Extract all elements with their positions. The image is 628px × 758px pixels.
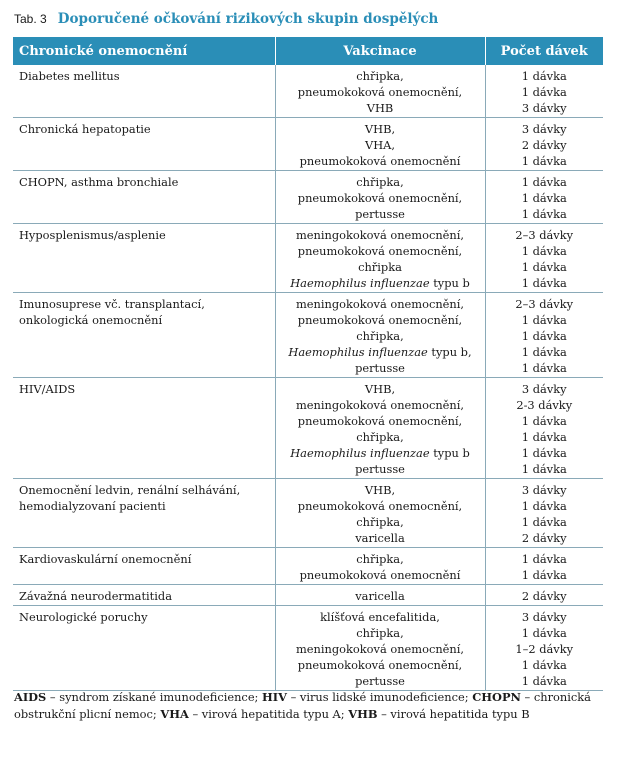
pathogen-name: Haemophilus influenzae bbox=[290, 446, 430, 460]
vaccine-line bbox=[282, 153, 479, 169]
vaccination-table bbox=[13, 37, 603, 691]
vaccine-text: typu b, bbox=[427, 345, 472, 359]
vaccine-line bbox=[282, 413, 479, 429]
vaccine-cell bbox=[275, 585, 485, 606]
vaccine-line bbox=[282, 344, 479, 360]
footnote-abbreviation: CHOPN bbox=[472, 690, 521, 704]
doses-cell bbox=[485, 65, 603, 118]
vaccine-line bbox=[282, 121, 479, 137]
dose-line: 3 dávky bbox=[521, 382, 567, 396]
table-row bbox=[13, 378, 603, 479]
vaccine-cell bbox=[275, 171, 485, 224]
vaccine-text: chřipka, bbox=[356, 430, 404, 444]
vaccine-text: pneumokoková onemocnění bbox=[299, 154, 461, 168]
vaccine-line bbox=[282, 588, 479, 604]
vaccine-line bbox=[282, 530, 479, 546]
dose-line: 1 dávka bbox=[521, 499, 567, 513]
vaccine-cell bbox=[275, 293, 485, 378]
table-number: Tab. 3 bbox=[14, 12, 47, 26]
vaccine-line bbox=[282, 397, 479, 413]
table-caption bbox=[14, 8, 438, 30]
vaccine-text: VHB bbox=[366, 101, 394, 115]
vaccine-line bbox=[282, 174, 479, 190]
vaccine-text: pneumokoková onemocnění, bbox=[297, 85, 463, 99]
vaccine-line bbox=[282, 227, 479, 243]
vaccine-text: VHB, bbox=[364, 483, 396, 497]
vaccine-text: pertusse bbox=[355, 361, 405, 375]
dose-line: 1 dávka bbox=[521, 568, 567, 582]
vaccine-line bbox=[282, 84, 479, 100]
vaccine-line bbox=[282, 296, 479, 312]
condition-line: Hyposplenismus/asplenie bbox=[19, 228, 166, 242]
vaccine-line bbox=[282, 445, 479, 461]
condition-line: Imunosuprese vč. transplantací, bbox=[19, 297, 205, 311]
vaccine-line bbox=[282, 381, 479, 397]
vaccine-text: chřipka, bbox=[356, 175, 404, 189]
condition-line: Neurologické poruchy bbox=[19, 610, 148, 624]
dose-line: 1 dávka bbox=[521, 361, 567, 375]
table-row bbox=[13, 293, 603, 378]
condition-cell bbox=[13, 293, 275, 378]
vaccine-line bbox=[282, 243, 479, 259]
column-header-doses: Počet dávek bbox=[485, 37, 603, 65]
dose-line: 1 dávka bbox=[521, 674, 567, 688]
vaccine-line bbox=[282, 551, 479, 567]
table-row bbox=[13, 65, 603, 118]
footnote-definition: – virová hepatitida typu A; bbox=[188, 707, 349, 721]
condition-cell bbox=[13, 171, 275, 224]
vaccine-line bbox=[282, 312, 479, 328]
vaccine-text: pneumokoková onemocnění, bbox=[297, 244, 463, 258]
dose-line: 3 dávky bbox=[521, 483, 567, 497]
vaccine-text: chřipka, bbox=[356, 69, 404, 83]
dose-line: 1 dávka bbox=[521, 313, 567, 327]
condition-cell bbox=[13, 479, 275, 548]
column-header-vaccine: Vakcinace bbox=[275, 37, 485, 65]
dose-line: 1 dávka bbox=[521, 345, 567, 359]
vaccine-text: pneumokoková onemocnění, bbox=[297, 313, 463, 327]
doses-cell bbox=[485, 378, 603, 479]
condition-line: Kardiovaskulární onemocnění bbox=[19, 552, 192, 566]
vaccine-cell bbox=[275, 65, 485, 118]
vaccine-line bbox=[282, 625, 479, 641]
vaccine-text: typu b bbox=[429, 446, 470, 460]
vaccine-text: pneumokoková onemocnění, bbox=[297, 191, 463, 205]
vaccine-line bbox=[282, 482, 479, 498]
vaccine-line bbox=[282, 137, 479, 153]
vaccine-line bbox=[282, 360, 479, 376]
vaccine-cell bbox=[275, 479, 485, 548]
vaccine-line bbox=[282, 461, 479, 477]
doses-cell bbox=[485, 585, 603, 606]
footnote-definition: – syndrom získané imunodeficience; bbox=[46, 690, 263, 704]
vaccine-text: meningokoková onemocnění, bbox=[295, 228, 465, 242]
condition-line: CHOPN, asthma bronchiale bbox=[19, 175, 179, 189]
vaccine-line bbox=[282, 259, 479, 275]
vaccine-text: chřipka, bbox=[356, 552, 404, 566]
doses-cell bbox=[485, 171, 603, 224]
vaccine-text: chřipka, bbox=[356, 515, 404, 529]
table-row bbox=[13, 118, 603, 171]
table-row bbox=[13, 548, 603, 585]
dose-line: 2–3 dávky bbox=[515, 297, 574, 311]
footnote-definition: – virová hepatitida typu B bbox=[377, 707, 530, 721]
table-row bbox=[13, 224, 603, 293]
table-header-row bbox=[13, 37, 603, 65]
dose-line: 2 dávky bbox=[521, 531, 567, 545]
doses-cell bbox=[485, 224, 603, 293]
table-row bbox=[13, 479, 603, 548]
condition-line: Diabetes mellitus bbox=[19, 69, 120, 83]
pathogen-name: Haemophilus influenzae bbox=[290, 276, 430, 290]
condition-line: onkologická onemocnění bbox=[19, 313, 163, 327]
dose-line: 1 dávka bbox=[521, 154, 567, 168]
vaccine-text: pertusse bbox=[355, 674, 405, 688]
vaccine-line bbox=[282, 567, 479, 583]
doses-cell bbox=[485, 606, 603, 691]
condition-cell bbox=[13, 378, 275, 479]
condition-cell bbox=[13, 65, 275, 118]
vaccine-text: pneumokoková onemocnění, bbox=[297, 658, 463, 672]
column-header-condition: Chronické onemocnění bbox=[13, 37, 275, 65]
table-row bbox=[13, 606, 603, 691]
dose-line: 1 dávka bbox=[521, 552, 567, 566]
condition-line: Onemocnění ledvin, renální selhávání, bbox=[19, 483, 241, 497]
table-row bbox=[13, 171, 603, 224]
vaccine-line bbox=[282, 206, 479, 222]
condition-line: Závažná neurodermatitida bbox=[19, 589, 172, 603]
dose-line: 1–2 dávky bbox=[515, 642, 574, 656]
condition-cell bbox=[13, 224, 275, 293]
dose-line: 1 dávka bbox=[521, 329, 567, 343]
doses-cell bbox=[485, 548, 603, 585]
dose-line: 1 dávka bbox=[521, 175, 567, 189]
vaccine-line bbox=[282, 498, 479, 514]
footnote-abbreviation: HIV bbox=[262, 690, 287, 704]
vaccine-line bbox=[282, 641, 479, 657]
dose-line: 2 dávky bbox=[521, 589, 567, 603]
vaccine-text: meningokoková onemocnění, bbox=[295, 297, 465, 311]
vaccine-line bbox=[282, 190, 479, 206]
dose-line: 1 dávka bbox=[521, 244, 567, 258]
dose-line: 1 dávka bbox=[521, 430, 567, 444]
dose-line: 1 dávka bbox=[521, 626, 567, 640]
dose-line: 1 dávka bbox=[521, 658, 567, 672]
dose-line: 2–3 dávky bbox=[515, 228, 574, 242]
dose-line: 1 dávka bbox=[521, 85, 567, 99]
vaccine-cell bbox=[275, 606, 485, 691]
footnote-definition: – virus lidské imunodeficience; bbox=[286, 690, 473, 704]
footnote-abbreviation: VHA bbox=[160, 707, 189, 721]
table-footnote bbox=[14, 689, 614, 723]
vaccine-text: pertusse bbox=[355, 207, 405, 221]
vaccine-line bbox=[282, 100, 479, 116]
condition-line: hemodialyzovaní pacienti bbox=[19, 499, 166, 513]
footnote-abbreviation: VHB bbox=[348, 707, 378, 721]
vaccine-text: pneumokoková onemocnění, bbox=[297, 414, 463, 428]
vaccine-cell bbox=[275, 224, 485, 293]
dose-line: 3 dávky bbox=[521, 122, 567, 136]
dose-line: 2-3 dávky bbox=[516, 398, 573, 412]
vaccine-line bbox=[282, 275, 479, 291]
dose-line: 3 dávky bbox=[521, 101, 567, 115]
vaccine-cell bbox=[275, 548, 485, 585]
dose-line: 1 dávka bbox=[521, 191, 567, 205]
table-title: Doporučené očkování rizikových skupin dospělých bbox=[57, 11, 439, 27]
vaccine-line bbox=[282, 609, 479, 625]
condition-cell bbox=[13, 585, 275, 606]
vaccine-line bbox=[282, 657, 479, 673]
vaccine-text: VHB, bbox=[364, 382, 396, 396]
vaccine-text: varicella bbox=[355, 531, 405, 545]
vaccine-text: typu b bbox=[429, 276, 470, 290]
doses-cell bbox=[485, 118, 603, 171]
dose-line: 2 dávky bbox=[521, 138, 567, 152]
vaccine-text: meningokoková onemocnění, bbox=[295, 398, 465, 412]
vaccine-line bbox=[282, 68, 479, 84]
doses-cell bbox=[485, 293, 603, 378]
vaccine-line bbox=[282, 429, 479, 445]
condition-line: Chronická hepatopatie bbox=[19, 122, 151, 136]
vaccine-text: pneumokoková onemocnění bbox=[299, 568, 461, 582]
vaccine-line bbox=[282, 514, 479, 530]
vaccine-text: varicella bbox=[355, 589, 405, 603]
condition-cell bbox=[13, 606, 275, 691]
vaccine-text: chřipka, bbox=[356, 626, 404, 640]
vaccine-text: meningokoková onemocnění, bbox=[295, 642, 465, 656]
dose-line: 1 dávka bbox=[521, 462, 567, 476]
vaccine-text: VHB, bbox=[364, 122, 396, 136]
dose-line: 1 dávka bbox=[521, 207, 567, 221]
condition-cell bbox=[13, 548, 275, 585]
dose-line: 1 dávka bbox=[521, 446, 567, 460]
vaccine-text: VHA, bbox=[364, 138, 395, 152]
vaccine-text: klíšťová encefalitida, bbox=[320, 610, 440, 624]
condition-cell bbox=[13, 118, 275, 171]
dose-line: 1 dávka bbox=[521, 276, 567, 290]
footnote-abbreviation: AIDS bbox=[14, 690, 47, 704]
vaccine-cell bbox=[275, 118, 485, 171]
vaccine-text: chřipka bbox=[358, 260, 402, 274]
pathogen-name: Haemophilus influenzae bbox=[288, 345, 428, 359]
vaccine-line bbox=[282, 328, 479, 344]
dose-line: 3 dávky bbox=[521, 610, 567, 624]
dose-line: 1 dávka bbox=[521, 69, 567, 83]
condition-line: HIV/AIDS bbox=[19, 382, 76, 396]
dose-line: 1 dávka bbox=[521, 515, 567, 529]
vaccine-text: pertusse bbox=[355, 462, 405, 476]
vaccine-cell bbox=[275, 378, 485, 479]
vaccine-text: pneumokoková onemocnění, bbox=[297, 499, 463, 513]
table-row bbox=[13, 585, 603, 606]
footnote-definition: – chronická obstrukční plicní nemoc; bbox=[14, 690, 591, 721]
dose-line: 1 dávka bbox=[521, 414, 567, 428]
vaccine-line bbox=[282, 673, 479, 689]
vaccine-text: chřipka, bbox=[356, 329, 404, 343]
doses-cell bbox=[485, 479, 603, 548]
dose-line: 1 dávka bbox=[521, 260, 567, 274]
